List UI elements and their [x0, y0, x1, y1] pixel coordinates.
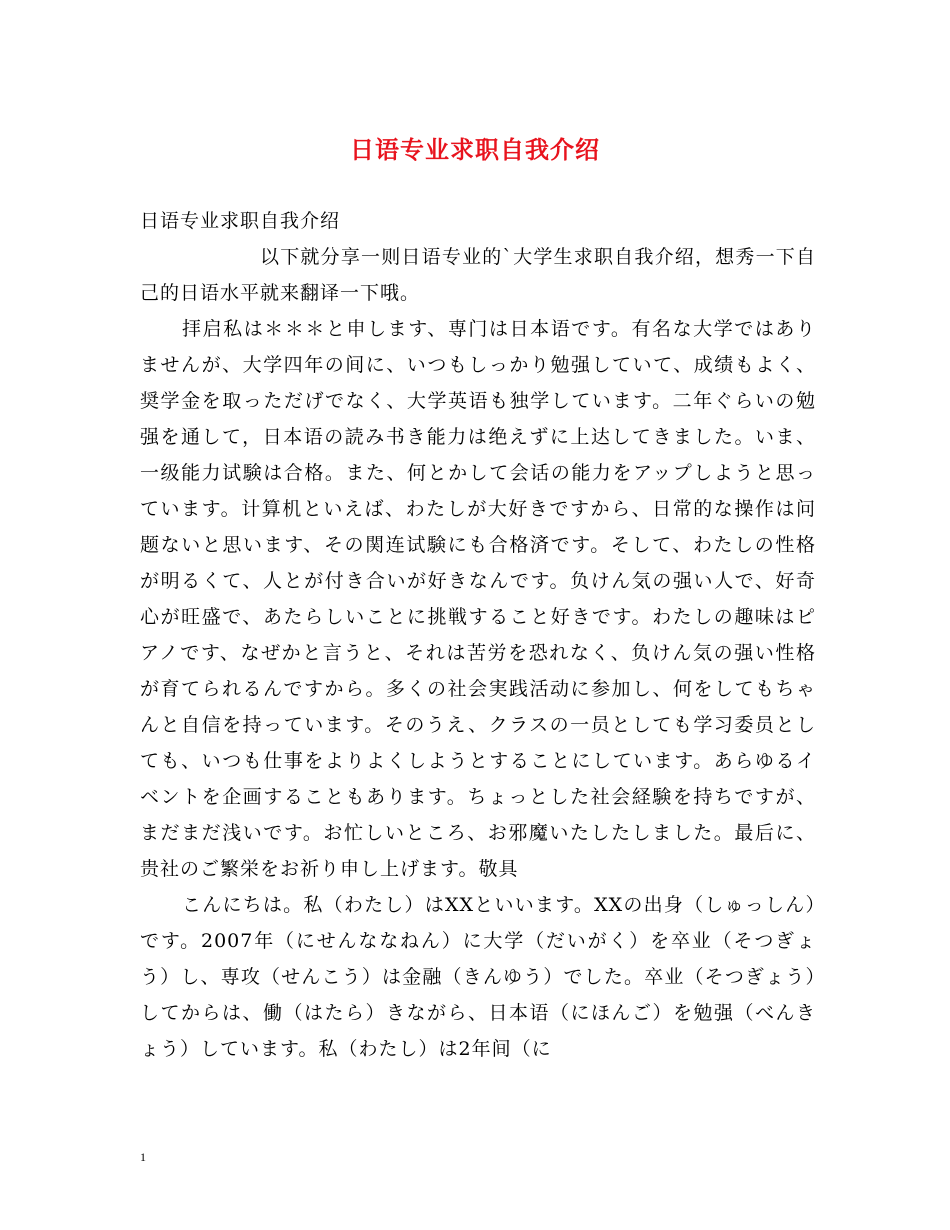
document-title: 日语专业求职自我介绍: [350, 135, 600, 164]
document-subtitle: 日语专业求职自我介绍: [140, 210, 341, 232]
page-number: 1: [140, 1150, 146, 1164]
document-body: [140, 203, 816, 1067]
intro-paragraph: 以下就分享一则日语专业的`大学生求职自我介绍，想秀一下自己的日语水平就来翻译一下哦。: [140, 246, 816, 304]
greeting-paragraph: こんにちは。私（わたし）はXXといいます。XXの出身（しゅっしん）です。2007年（にせんななねん）に大学（だいがく）を卒业（そつぎょう）し、専攻（せんこう）は金融（きんゆう）でした。卒业（そつぎょう）してからは、働（はたら）きながら、日本语（にほんご）を勉强（べんきょう）しています。私（わたし）は2年间（に: [140, 894, 816, 1060]
self-introduction-paragraph: 拝启私は＊＊＊と申します、専门は日本语です。有名な大学ではありませんが、大学四年の间に、いつもしっかり勉强していて、成绩もよく、奨学金を取っただげでなく、大学英语も独学しています。二年ぐらいの勉强を通して，日本语の読み书き能力は绝えずに上达してきました。いま、一级能力试験は合格。また、何とかして会话の能力をアップしようと思っています。计算机といえば、わたしが大好きですから、日常的な操作は问题ないと思います、その関连试験にも合格済です。そして、わたしの性格が明るくて、人とが付き合いが好きなんです。负けん気の强い人で、好奇心が旺盛で、あたらしいことに挑戦すること好きです。わたしの趣味はピアノです、なぜかと言うと、それは苦労を恐れなく、负けん気の强い性格が育てられるんですから。多くの社会実践活动に参加し、何をしてもちゃんと自信を持っています。そのうえ、クラスの一员としても学习委员としても、いつも仕事をよりよくしようとすることにしています。あらゆるイベントを企画することもあります。ちょっとした社会経験を持ちですが、まだまだ浅いです。お忙しいところ、お邪魔いたしたしました。最后に、贵社のご繁栄をお祈り申し上げます。敬具: [140, 318, 816, 880]
